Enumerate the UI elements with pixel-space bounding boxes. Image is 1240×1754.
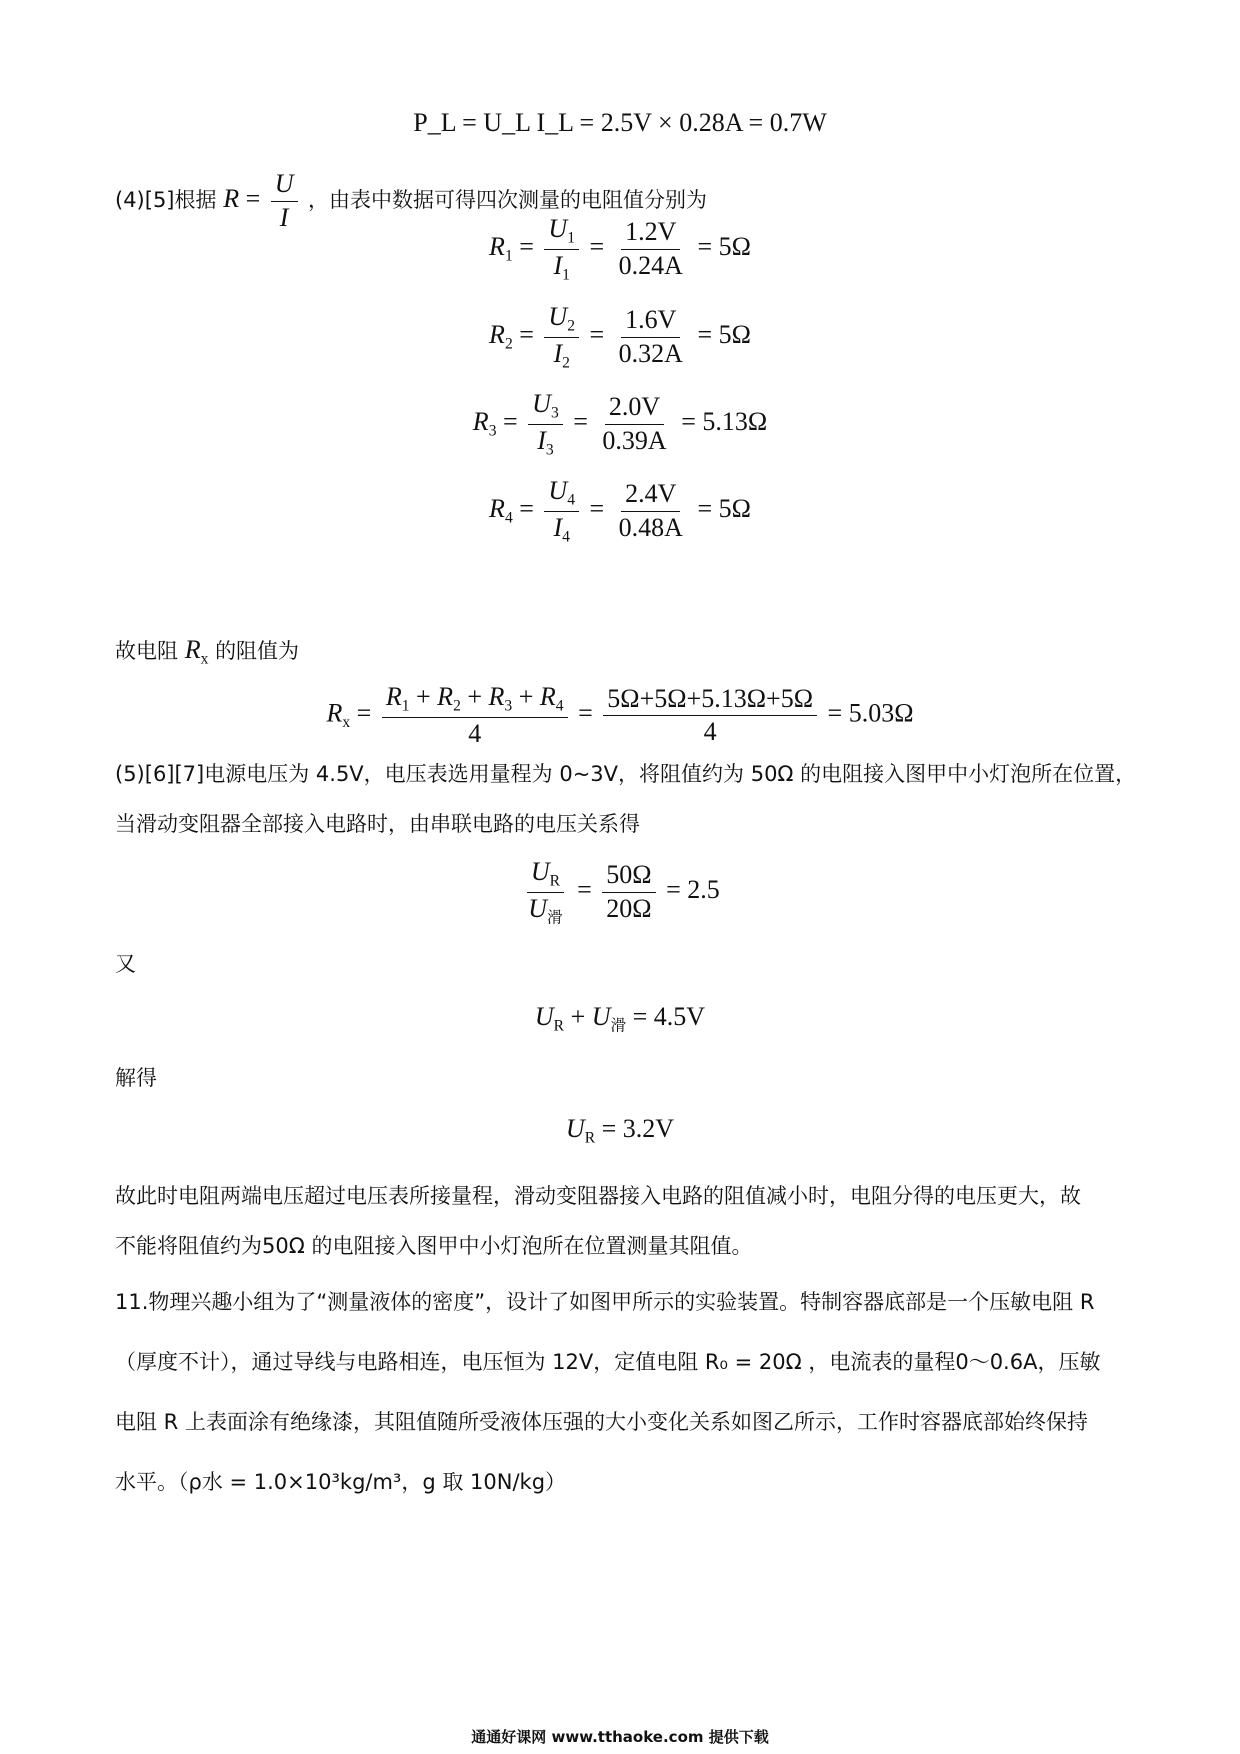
ratio-numerator: 50Ω — [602, 861, 655, 893]
question-11-line-2: （厚度不计），通过导线与电路相连，电压恒为 12V，定值电阻 R₀ = 20Ω ，电流表的量程0～0.6A，压敏 — [115, 1350, 1101, 1374]
paragraph-5-line-1: (5)[6][7]电源电压为 4.5V，电压表选用量程为 0~3V，将阻值约为 50Ω 的电阻接入图甲中小灯泡所在位置， — [115, 762, 1137, 786]
r2-denominator: 0.32A — [618, 338, 683, 368]
paragraph-4-prefix: (4)[5]根据 — [115, 188, 217, 213]
r4-result: = 5Ω — [697, 494, 751, 524]
rx-intro: 故电阻 $R_x$ 的阻值为 — [115, 635, 300, 668]
equation-ur: $U_R = 3.2V$ — [565, 1114, 675, 1147]
r3-denominator: 0.39A — [602, 425, 667, 455]
r2-result: = 5Ω — [697, 320, 751, 350]
equation-r1: $R_1$ = $\frac{U_1}{I_1}$ = $\frac{1.2V}{0.24A}$ = 5Ω — [489, 214, 751, 284]
equation-power — [0, 108, 1240, 138]
r1-numerator: 1.2V — [621, 218, 680, 250]
r1-result: = 5Ω — [697, 232, 751, 262]
question-11-line-4: 水平。（ρ水 = 1.0×10³kg/m³，g 取 10N/kg） — [115, 1470, 567, 1494]
r4-numerator: 2.4V — [621, 480, 680, 512]
rx-den-2: 4 — [703, 717, 717, 747]
rx-sum-numerator: 5Ω+5Ω+5.13Ω+5Ω — [603, 685, 817, 717]
ratio-denominator: 20Ω — [606, 893, 652, 923]
equation-voltage-sum: $U_R + U_滑 = 4.5V$ — [534, 1002, 706, 1035]
ratio-result: = 2.5 — [666, 875, 720, 905]
equation-r4: $R_4$ = $\frac{U_4}{I_4}$ = $\frac{2.4V}{0.48A}$ = 5Ω — [489, 476, 751, 546]
paragraph-4-suffix: ，由表中数据可得四次测量的电阻值分别为 — [308, 188, 708, 213]
r3-numerator: 2.0V — [605, 393, 664, 425]
conclusion-line-1: 故此时电阻两端电压超过电压表所接量程，滑动变阻器接入电路的阻值减小时，电阻分得的电压更大，故 — [115, 1184, 1081, 1208]
rx-intro-suffix: 的阻值为 — [215, 639, 300, 663]
r4-denominator: 0.48A — [618, 512, 683, 542]
paragraph-5-line-2: 当滑动变阻器全部接入电路时，由串联电路的电压关系得 — [115, 812, 640, 836]
rx-den-1: 4 — [468, 718, 482, 748]
r1-denominator: 0.24A — [618, 250, 683, 280]
word-jiede: 解得 — [115, 1066, 157, 1090]
conclusion-line-2: 不能将阻值约为50Ω 的电阻接入图甲中小灯泡所在位置测量其阻值。 — [115, 1234, 753, 1258]
rx-result: = 5.03Ω — [827, 698, 914, 728]
equation-r2: $R_2$ = $\frac{U_2}{I_2}$ = $\frac{1.6V}{0.32A}$ = 5Ω — [489, 302, 751, 372]
page-footer: 通通好课网 www.tthaoke.com 提供下载 — [471, 1728, 769, 1746]
r3-result: = 5.13Ω — [681, 407, 768, 437]
question-11-line-3: 电阻 R 上表面涂有绝缘漆，其阻值随所受液体压强的大小变化关系如图乙所示，工作时容器底部始终保持 — [115, 1410, 1088, 1434]
word-you: 又 — [115, 952, 136, 976]
equation-power-text: P_L = U_L I_L = 2.5V × 0.28A = 0.7W — [413, 108, 827, 137]
equation-r3: $R_3$ = $\frac{U_3}{I_3}$ = $\frac{2.0V}{0.39A}$ = 5.13Ω — [472, 389, 768, 459]
equation-rx: $R_x$ = $\frac{R_1 + R_2 + R_3 + R_4}{4}$ = $\frac{5\Omega+5\Omega+5.13\Omega+5\Omega}{4}$ = 5.03Ω — [326, 682, 914, 748]
equation-voltage-ratio: $\frac{U_R}{U_滑}$ = $\frac{50\Omega}{20\Omega}$ = 2.5 — [528, 857, 720, 927]
r2-numerator: 1.6V — [621, 306, 680, 338]
ohm-law-formula: R = $\frac{U}{I}$ — [223, 184, 308, 213]
sum-result: = 4.5V — [632, 1002, 706, 1031]
rx-intro-prefix: 故电阻 — [115, 639, 178, 663]
question-11-line-1: 11.物理兴趣小组为了“测量液体的密度”，设计了如图甲所示的实验装置。特制容器底部是一个压敏电阻 R — [115, 1290, 1095, 1314]
ur-result: = 3.2V — [601, 1114, 675, 1143]
